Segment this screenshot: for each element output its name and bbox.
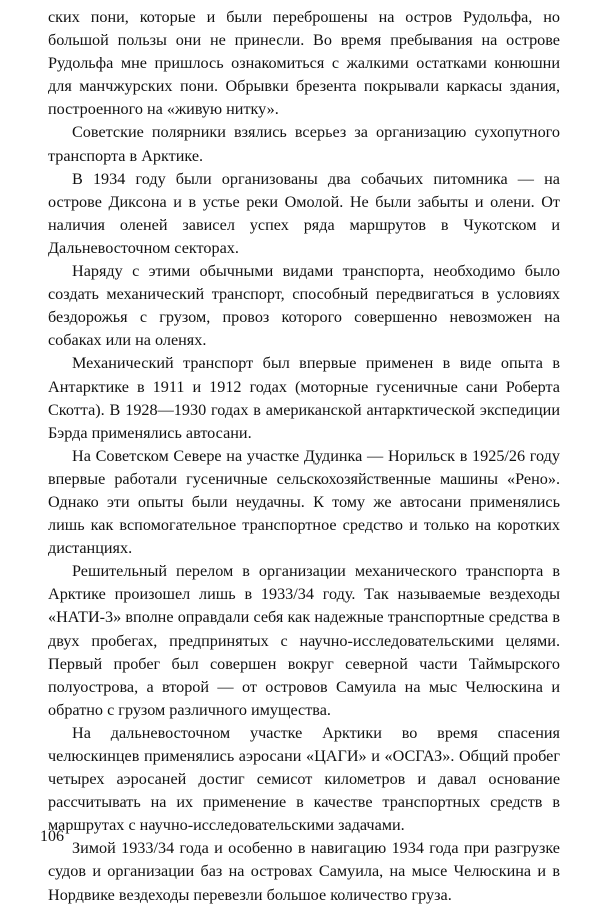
paragraph-8: На дальневосточном участке Арктики во время спасения челюскинцев применялись аэросани «ЦАГИ» и «ОСГАЗ». Общий пробег четырех аэросаней достиг семисот километров и давал основание рассчитывать на их применение в качестве транспортных средств в маршрутах с научно-исследовательскими задачами.: [48, 723, 560, 835]
paragraph-1-continuation: ских пони, которые и были переброшены на остров Рудольфа, но большой пользы они не принесли. Во время пребывания на острове Рудольфа мне пришлось ознакомиться с жалкими остатками конюшни для манчжурских пони. Обрывки брезента покрывали каркасы здания, построенного на «живую нитку».: [48, 8, 560, 119]
paragraph-3: В 1934 году были организованы два собачьих питомника — на острове Диксона и в устье реки Омолой. Не были забыты и олени. От наличия оленей зависел успех ряда маршрутов в Чукотском и Дальневосточном секторах.: [48, 169, 560, 257]
paragraph-7: Решительный перелом в организации механического транспорта в Арктике произошел лишь в 1933/34 году. Так называемые вездеходы «НАТИ-3» вполне оправдали себя как надежные транспортные средства в двух пробегах, предпринятых с научно-исследовательскими целями. Первый пробег был совершен вокруг северной части Таймырского полуострова, а второй — от островов Самуила на мыс Челюскина и обратно с грузом различного имущества.: [48, 562, 560, 719]
paragraph-6: На Советском Севере на участке Дудинка — Норильск в 1925/26 году впервые работали гусеничные сельскохозяйственные машины «Рено». Однако эти опыты были неудачны. К тому же автосани применялись лишь как вспомогательное транспортное средство и только на коротких дистанциях.: [48, 446, 560, 558]
paragraph-2: Советские полярники взялись всерьез за организацию сухопутного транспорта в Арктике.: [48, 123, 560, 165]
paragraph-4: Наряду с этими обычными видами транспорта, необходимо было создать механический транспорт, способный передвигаться в условиях бездорожья с грузом, провоз которого совершенно невозможен на собаках или на оленях.: [48, 262, 560, 350]
page-text-block: [48, 6, 560, 907]
paragraph-5: Механический транспорт был впервые применен в виде опыта в Антарктике в 1911 и 1912 годах (моторные гусеничные сани Роберта Скотта). В 1928—1930 годах в американской антарктической экспедиции Бэрда применялись автосани.: [48, 354, 560, 442]
page-number: 106: [40, 828, 64, 845]
paragraph-9: Зимой 1933/34 года и особенно в навигацию 1934 года при разгрузке судов и организации баз на островах Самуила, на мысе Челюскина и в Нордвике вездеходы перевезли большое количество груза.: [48, 839, 560, 904]
